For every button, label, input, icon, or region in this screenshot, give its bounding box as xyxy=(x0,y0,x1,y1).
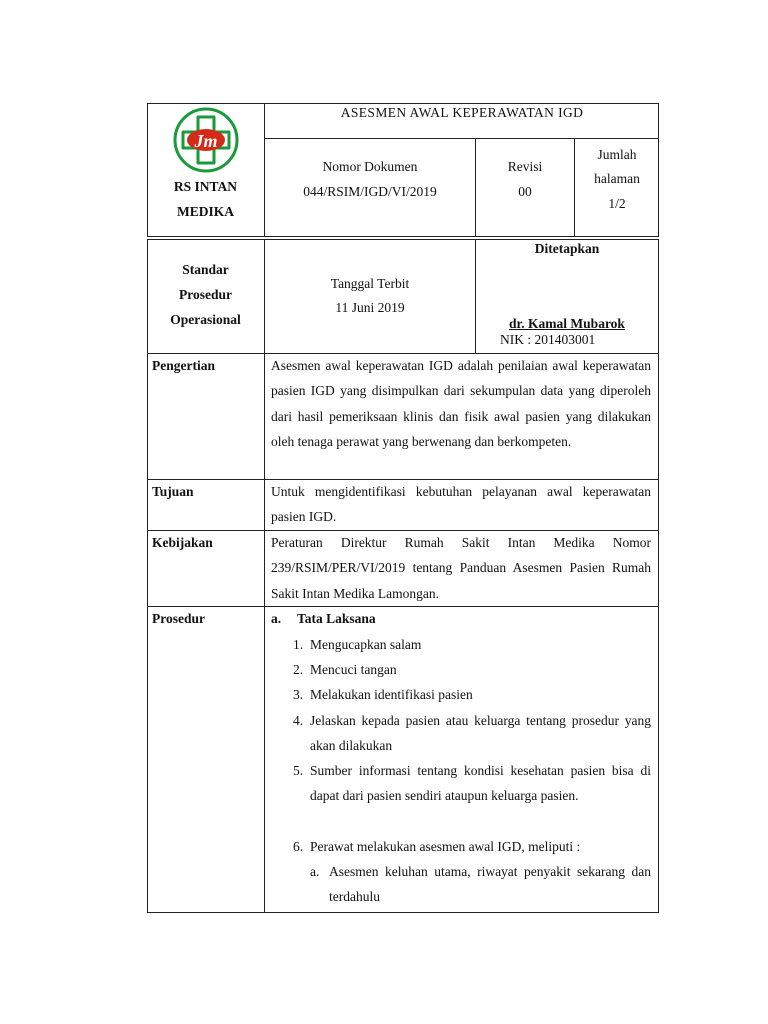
pengertian-text: Asesmen awal keperawatan IGD adalah penilaian awal keperawatan pasien IGD yang disimpulkan dari sekumpulan data yang diperoleh dari hasil pemeriksaan klinis dan fisik awal pasien yang dilakukan oleh tenaga perawat yang berwenang dan berkompeten. xyxy=(271,358,651,450)
table2-bottom-border xyxy=(147,912,659,913)
pages-label-1: Jumlah xyxy=(597,147,637,162)
table2-right-border xyxy=(658,239,659,913)
issue-date-value: 11 Juni 2019 xyxy=(335,300,405,315)
step-text: Mengucapkan salam xyxy=(310,637,422,652)
step-text: Melakukan identifikasi pasien xyxy=(310,687,473,702)
table2-col-divider xyxy=(264,239,265,913)
step-number: 4. xyxy=(293,713,304,728)
step-text: Jelaskan kepada pasien atau keluarga tentang prosedur yang akan dilakukan xyxy=(310,713,651,754)
substep-marker: a. xyxy=(310,864,320,879)
kebijakan-text: Peraturan Direktur Rumah Sakit Intan Medika Nomor 239/RSIM/PER/VI/2019 tentang Panduan Asesmen Pasien Rumah Sakit Intan Medika Lamongan. xyxy=(271,535,651,601)
pengertian-label: Pengertian xyxy=(152,358,215,373)
table2-left-border xyxy=(147,239,148,913)
prosedur-label: Prosedur xyxy=(152,611,205,626)
hospital-logo xyxy=(172,106,240,174)
spo-label-2: Prosedur xyxy=(179,287,232,302)
step-number: 3. xyxy=(293,687,304,702)
step-number: 5. xyxy=(293,763,304,778)
doc-number-value: 044/RSIM/IGD/VI/2019 xyxy=(303,184,437,199)
tujuan-text: Untuk mengidentifikasi kebutuhan pelayanan awal keperawatan pasien IGD. xyxy=(271,484,651,525)
step-text: Mencuci tangan xyxy=(310,662,397,677)
tujuan-label: Tujuan xyxy=(152,484,194,499)
hospital-name-line1: RS INTAN xyxy=(173,179,238,194)
step-text: Sumber informasi tentang kondisi kesehatan pasien bisa di dapat dari pasien sendiri ataupun keluarga pasien. xyxy=(310,763,651,804)
prosedur-sub-marker: a. xyxy=(271,611,282,626)
step-text: Perawat melakukan asesmen awal IGD, meliputi : xyxy=(310,839,581,854)
kebijakan-label: Kebijakan xyxy=(152,535,213,550)
step-number: 1. xyxy=(293,637,304,652)
step-number: 6. xyxy=(293,839,304,854)
svg-text:Jm: Jm xyxy=(194,131,218,151)
pages-label-2: halaman xyxy=(594,171,640,186)
issue-date-label: Tanggal Terbit xyxy=(330,276,410,291)
prosedur-sub-title: Tata Laksana xyxy=(297,611,376,626)
signer-nik: NIK : 201403001 xyxy=(500,332,596,347)
step-number: 2. xyxy=(293,662,304,677)
pages-value: 1/2 xyxy=(608,196,626,211)
title-divider xyxy=(265,138,659,139)
signer-name: dr. Kamal Mubarok xyxy=(509,316,625,331)
document-title: ASESMEN AWAL KEPERAWATAN IGD xyxy=(340,105,584,120)
doc-number-label: Nomor Dokumen xyxy=(322,159,418,174)
spo-label-3: Operasional xyxy=(170,312,241,327)
logo-cross-icon xyxy=(172,106,240,174)
revisi-value: 00 xyxy=(518,184,532,199)
hospital-name-line2: MEDIKA xyxy=(177,204,234,219)
revisi-label: Revisi xyxy=(507,159,543,174)
spo-label-1: Standar xyxy=(182,262,229,277)
substep-text: Asesmen keluhan utama, riwayat penyakit sekarang dan terdahulu xyxy=(329,864,651,905)
ditetapkan-label: Ditetapkan xyxy=(534,241,600,256)
